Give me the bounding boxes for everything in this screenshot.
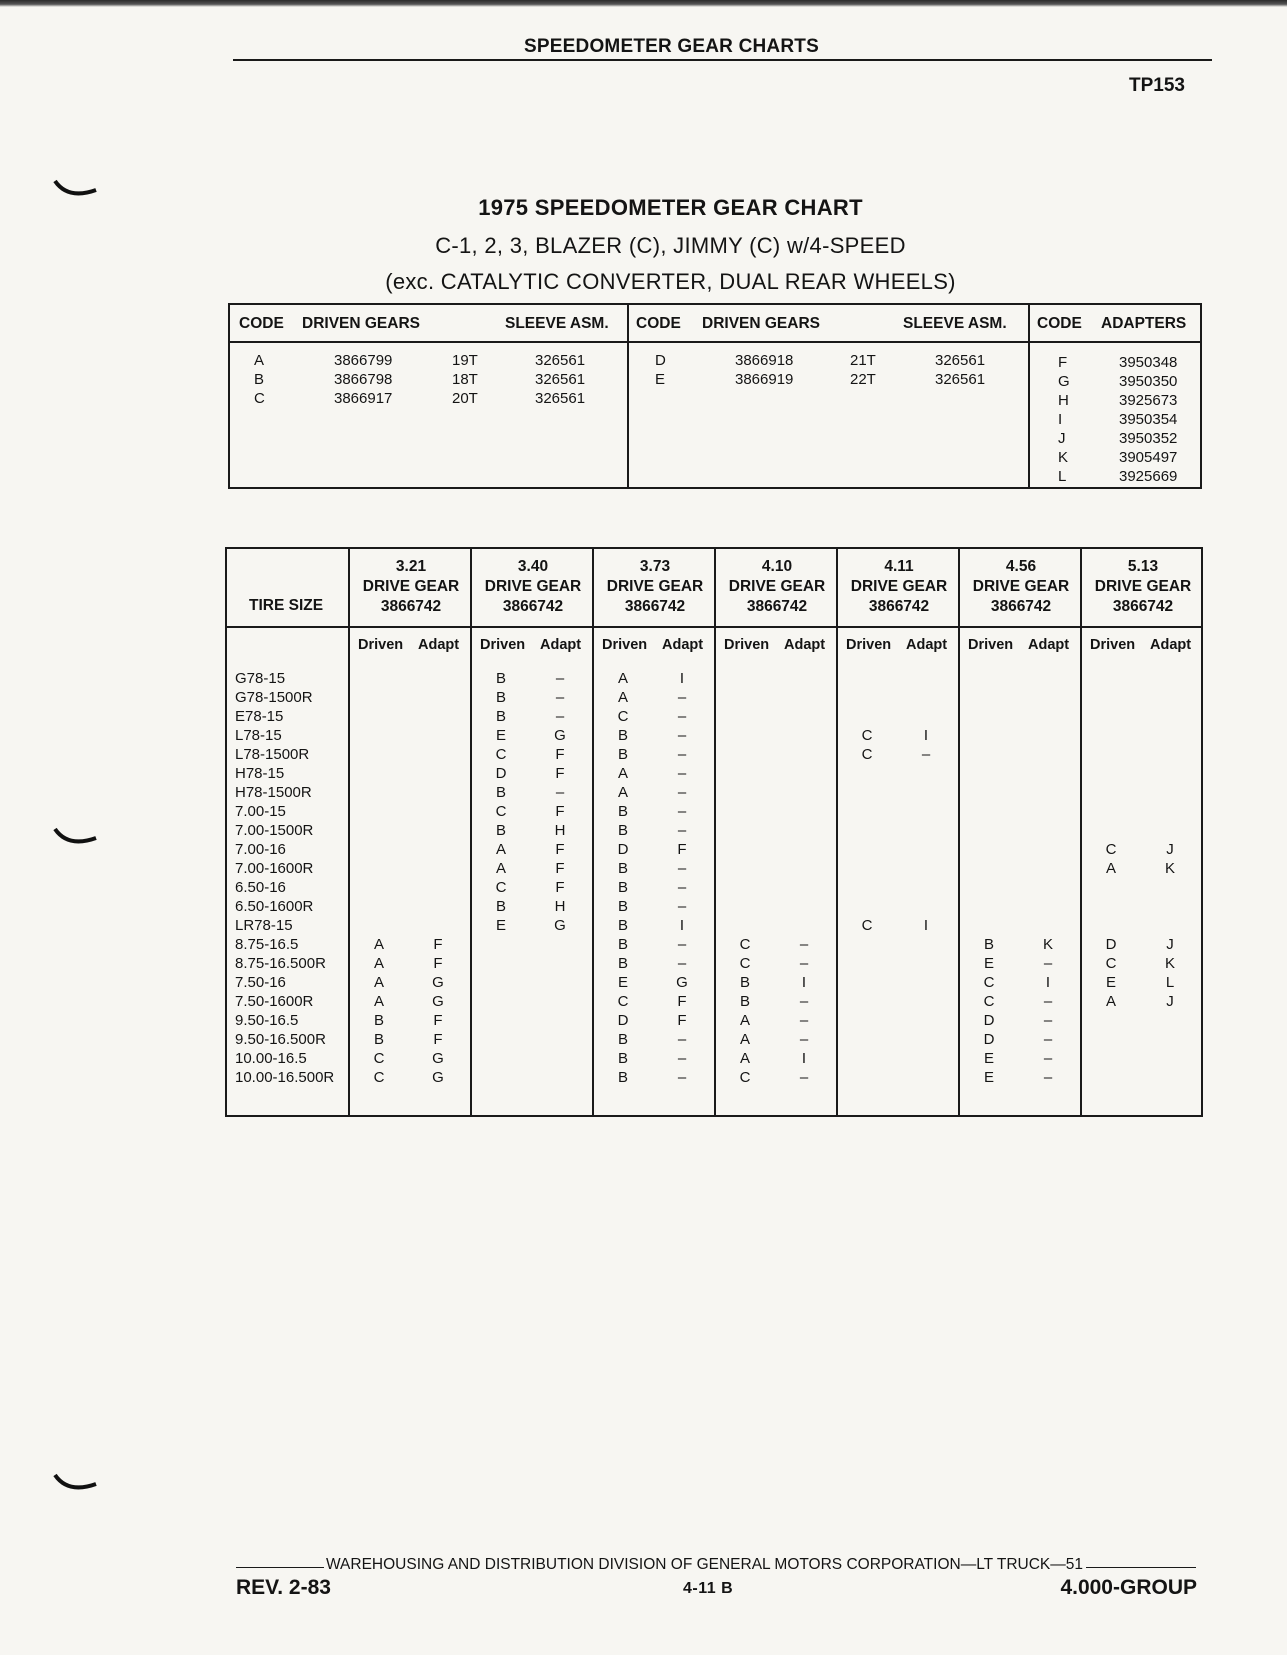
driven-gear-code-cell: B (617, 1069, 628, 1086)
drive-gear-label: DRIVE GEAR (362, 578, 460, 595)
adapter-code-cell: J (1166, 841, 1174, 858)
gear-teeth: 19T (452, 352, 478, 369)
binder-hole-mark (52, 826, 98, 848)
adapter-code-cell: F (555, 879, 565, 896)
adapter-code-cell: L (1165, 974, 1175, 991)
tire-size-label: 9.50-16.5 (235, 1012, 299, 1029)
driven-gear-code-cell: B (495, 898, 506, 915)
adapter-code-cell: K (1042, 936, 1053, 953)
driven-gear-code-cell: E (983, 1050, 994, 1067)
adapter-code-cell: – (677, 1050, 687, 1067)
drive-gear-part-number: 3866742 (380, 598, 442, 615)
adapter-code: K (1058, 449, 1069, 466)
driven-gear-code-cell: C (373, 1069, 385, 1086)
chart-title: 1975 SPEEDOMETER GEAR CHART (478, 195, 863, 220)
adapter-code-cell: – (677, 1069, 687, 1086)
ratio-column-header (1083, 557, 1203, 617)
header-driven-gears: DRIVEN GEARS (702, 315, 820, 332)
subheader-adapt: Adapt (784, 637, 826, 653)
adapter-code-cell: – (1043, 955, 1053, 972)
driven-gear-code-cell: B (617, 898, 628, 915)
drive-gear-label: DRIVE GEAR (606, 578, 704, 595)
tire-size-label: 7.00-16 (235, 841, 286, 858)
axle-ratio: 3.40 (517, 558, 549, 575)
tire-size-label: 7.00-15 (235, 803, 286, 820)
adapter-code-cell: I (801, 974, 807, 991)
adapter-code-cell: F (677, 1012, 687, 1029)
tire-size-label: E78-15 (235, 708, 284, 725)
adapter-part-number: 3950354 (1119, 411, 1178, 428)
adapter-code-cell: H (554, 822, 566, 839)
gear-table-divider (714, 549, 716, 1115)
adapter-code-cell: – (555, 670, 565, 687)
header-rule (233, 59, 1212, 61)
driven-gear-code-cell: A (617, 670, 628, 687)
tire-size-label: 8.75-16.500R (235, 955, 326, 972)
gear-part-number: 3866798 (334, 371, 393, 388)
driven-gear-code-cell: B (739, 993, 750, 1010)
adapter-code-cell: K (1164, 955, 1175, 972)
axle-ratio: 4.10 (761, 558, 793, 575)
driven-gear-code-cell: B (617, 955, 628, 972)
adapter-code-cell: – (677, 822, 687, 839)
adapter-part-number: 3950350 (1119, 373, 1178, 390)
adapter-code-cell: K (1164, 860, 1175, 877)
adapter-code-cell: – (677, 879, 687, 896)
gear-teeth: 18T (452, 371, 478, 388)
sleeve-part-number: 326561 (535, 371, 586, 388)
driven-gear-code-cell: C (495, 803, 507, 820)
adapter-code-cell: – (1043, 993, 1053, 1010)
driven-gear-code-cell: A (739, 1050, 750, 1067)
driven-gear-code-cell: A (495, 860, 506, 877)
driven-gear-code-cell: A (1105, 993, 1116, 1010)
adapter-code-cell: G (676, 974, 688, 991)
driven-gear-code-cell: B (617, 1031, 628, 1048)
tire-size-label: 7.00-1600R (235, 860, 314, 877)
adapter-code-cell: – (555, 708, 565, 725)
subheader-driven: Driven (846, 637, 892, 653)
gear-teeth: 21T (850, 352, 876, 369)
driven-gear-code-cell: C (495, 879, 507, 896)
adapter-code-cell: – (677, 727, 687, 744)
header-adapters: ADAPTERS (1101, 315, 1187, 332)
ratio-column-header (961, 557, 1081, 617)
header-tire-size: TIRE SIZE (249, 597, 324, 614)
subheader-driven: Driven (480, 637, 526, 653)
adapter-part-number: 3925673 (1119, 392, 1178, 409)
adapter-code-cell: I (679, 670, 685, 687)
adapter-code-cell: I (679, 917, 685, 934)
driven-gear-code-cell: C (861, 727, 873, 744)
adapter-code: H (1058, 392, 1069, 409)
drive-gear-part-number: 3866742 (1112, 598, 1174, 615)
gear-selection-table (225, 547, 1203, 1117)
ratio-column-header (351, 557, 471, 617)
gear-table-divider (958, 549, 960, 1115)
adapter-code: F (1058, 354, 1068, 371)
driven-gear-code-cell: E (495, 917, 506, 934)
driven-gear-code-cell: C (861, 746, 873, 763)
adapter-code-cell: – (799, 1031, 809, 1048)
subheader-driven: Driven (358, 637, 404, 653)
driven-gear-code-cell: B (495, 784, 506, 801)
driven-gear-code-cell: B (617, 879, 628, 896)
driven-gear-code-cell: C (739, 1069, 751, 1086)
adapter-code-cell: – (1043, 1031, 1053, 1048)
footer-revision: REV. 2-83 (236, 1576, 331, 1599)
driven-gear-code-cell: A (373, 974, 384, 991)
footer-group: 4.000-GROUP (1060, 1576, 1197, 1599)
subheader-driven: Driven (602, 637, 648, 653)
tire-size-label: LR78-15 (235, 917, 293, 934)
adapter-code-cell: F (677, 993, 687, 1010)
adapter-code-cell: – (1043, 1050, 1053, 1067)
tire-size-label: 7.50-1600R (235, 993, 314, 1010)
document-code: TP153 (1129, 75, 1185, 96)
driven-gear-code-cell: C (495, 746, 507, 763)
adapter-code-cell: – (555, 784, 565, 801)
adapter-code-cell: G (432, 974, 444, 991)
drive-gear-part-number: 3866742 (868, 598, 930, 615)
driven-gear-code-cell: B (495, 670, 506, 687)
adapter-code-cell: – (677, 784, 687, 801)
sleeve-part-number: 326561 (535, 352, 586, 369)
gear-code: D (655, 352, 666, 369)
adapter-code-cell: – (677, 1031, 687, 1048)
driven-gear-code-cell: B (617, 746, 628, 763)
driven-gear-code-cell: D (617, 841, 629, 858)
driven-gear-code-cell: C (617, 708, 629, 725)
ratio-column-header (839, 557, 959, 617)
adapter-code-cell: – (799, 1012, 809, 1029)
adapter-code-cell: H (554, 898, 566, 915)
tire-size-label: G78-1500R (235, 689, 313, 706)
gear-code: B (254, 371, 265, 388)
adapter-code-cell: – (677, 803, 687, 820)
adapter-code-cell: F (555, 841, 565, 858)
adapter-code-cell: F (555, 803, 565, 820)
tire-size-label: H78-1500R (235, 784, 312, 801)
driven-gear-code-cell: B (617, 803, 628, 820)
header-code: CODE (1037, 315, 1082, 332)
driven-gear-code-cell: B (373, 1031, 384, 1048)
gear-table-divider (592, 549, 594, 1115)
binder-hole-mark (52, 1472, 98, 1494)
sleeve-part-number: 326561 (535, 390, 586, 407)
adapter-code-cell: I (801, 1050, 807, 1067)
adapter-code-cell: F (555, 765, 565, 782)
adapter-code-cell: – (677, 765, 687, 782)
subheader-adapt: Adapt (662, 637, 704, 653)
adapter-code: J (1058, 430, 1066, 447)
driven-gear-code-cell: B (617, 1050, 628, 1067)
axle-ratio: 4.11 (884, 558, 914, 575)
adapter-code-cell: – (677, 708, 687, 725)
driven-gear-code-cell: D (495, 765, 507, 782)
drive-gear-part-number: 3866742 (990, 598, 1052, 615)
adapter-code-cell: F (677, 841, 687, 858)
adapter-code-cell: J (1166, 936, 1174, 953)
gear-code: C (254, 390, 265, 407)
chart-subtitle: C-1, 2, 3, BLAZER (C), JIMMY (C) w/4-SPEED (435, 233, 906, 258)
driven-gear-code-cell: C (983, 993, 995, 1010)
driven-gear-code-cell: B (617, 727, 628, 744)
adapter-code-cell: I (923, 917, 929, 934)
adapter-code-cell: G (432, 1050, 444, 1067)
gear-part-number: 3866918 (735, 352, 794, 369)
driven-gear-code-cell: B (983, 936, 994, 953)
subheader-adapt: Adapt (1150, 637, 1192, 653)
adapter-code: I (1058, 411, 1063, 428)
driven-gear-code-cell: A (373, 955, 384, 972)
tire-size-label: 6.50-16 (235, 879, 286, 896)
tire-size-label: 7.50-16 (235, 974, 286, 991)
header-sleeve-asm: SLEEVE ASM. (903, 315, 1007, 332)
adapter-part-number: 3905497 (1119, 449, 1178, 466)
drive-gear-part-number: 3866742 (624, 598, 686, 615)
parts-table-divider (627, 305, 629, 487)
footer-rule (236, 1567, 324, 1568)
adapter-code-cell: – (677, 955, 687, 972)
driven-gear-code-cell: E (983, 1069, 994, 1086)
drive-gear-part-number: 3866742 (502, 598, 564, 615)
adapter-part-number: 3950348 (1119, 354, 1178, 371)
parts-table (228, 303, 1202, 489)
parts-table-header-rule (230, 341, 1200, 343)
axle-ratio: 3.73 (639, 558, 671, 575)
adapter-code-cell: F (555, 860, 565, 877)
tire-size-label: G78-15 (235, 670, 286, 687)
adapter-code-cell: F (555, 746, 565, 763)
tire-size-label: H78-15 (235, 765, 285, 782)
footer-rule (1086, 1567, 1196, 1568)
axle-ratio: 3.21 (395, 558, 427, 575)
driven-gear-code-cell: C (861, 917, 873, 934)
gear-part-number: 3866919 (735, 371, 794, 388)
header-code: CODE (636, 315, 681, 332)
driven-gear-code-cell: A (617, 784, 628, 801)
drive-gear-label: DRIVE GEAR (850, 578, 948, 595)
adapter-code: L (1058, 468, 1067, 485)
adapter-part-number: 3925669 (1119, 468, 1178, 485)
adapter-code-cell: G (432, 993, 444, 1010)
subheader-adapt: Adapt (1028, 637, 1070, 653)
driven-gear-code-cell: E (1105, 974, 1116, 991)
parts-table-divider (1028, 305, 1030, 487)
driven-gear-code-cell: E (617, 974, 628, 991)
tire-size-label: 10.00-16.5 (235, 1050, 307, 1067)
axle-ratio: 5.13 (1127, 558, 1159, 575)
adapter-code-cell: – (799, 955, 809, 972)
sleeve-part-number: 326561 (935, 371, 986, 388)
chart-exclusion-note: (exc. CATALYTIC CONVERTER, DUAL REAR WHEELS) (385, 269, 956, 294)
tire-size-label: L78-15 (235, 727, 282, 744)
adapter-code-cell: – (677, 936, 687, 953)
driven-gear-code-cell: A (495, 841, 506, 858)
adapter-code-cell: – (677, 746, 687, 763)
adapter-code-cell: F (433, 1031, 443, 1048)
adapter-code-cell: – (1043, 1012, 1053, 1029)
driven-gear-code-cell: A (373, 936, 384, 953)
footer-page-number: 4-11 B (683, 1580, 734, 1597)
gear-table-divider (836, 549, 838, 1115)
drive-gear-label: DRIVE GEAR (484, 578, 582, 595)
driven-gear-code-cell: A (617, 765, 628, 782)
driven-gear-code-cell: C (373, 1050, 385, 1067)
driven-gear-code-cell: B (617, 936, 628, 953)
adapter-code-cell: F (433, 955, 443, 972)
adapter-code-cell: – (555, 689, 565, 706)
subheader-driven: Driven (1090, 637, 1136, 653)
adapter-code-cell: – (1043, 1069, 1053, 1086)
ratio-column-header (473, 557, 593, 617)
tire-size-label: 7.00-1500R (235, 822, 314, 839)
subheader-driven: Driven (724, 637, 770, 653)
driven-gear-code-cell: B (617, 822, 628, 839)
driven-gear-code-cell: A (739, 1012, 750, 1029)
tire-size-label: 8.75-16.5 (235, 936, 299, 953)
driven-gear-code-cell: C (1105, 955, 1117, 972)
driven-gear-code-cell: D (983, 1031, 995, 1048)
driven-gear-code-cell: B (373, 1012, 384, 1029)
gear-table-divider (348, 549, 350, 1115)
header-driven-gears: DRIVEN GEARS (302, 315, 420, 332)
subheader-adapt: Adapt (906, 637, 948, 653)
adapter-code-cell: G (554, 727, 566, 744)
driven-gear-code-cell: A (1105, 860, 1116, 877)
driven-gear-code-cell: B (617, 860, 628, 877)
axle-ratio: 4.56 (1005, 558, 1037, 575)
header-sleeve-asm: SLEEVE ASM. (505, 315, 609, 332)
gear-code: A (254, 352, 265, 369)
tire-size-label: L78-1500R (235, 746, 310, 763)
driven-gear-code-cell: C (739, 955, 751, 972)
tire-size-label: 9.50-16.500R (235, 1031, 326, 1048)
adapter-code-cell: – (677, 860, 687, 877)
tire-size-label: 6.50-1600R (235, 898, 314, 915)
sleeve-part-number: 326561 (935, 352, 986, 369)
gear-teeth: 22T (850, 371, 876, 388)
ratio-column-header (595, 557, 715, 617)
adapter-code-cell: F (433, 1012, 443, 1029)
adapter-code-cell: J (1166, 993, 1174, 1010)
driven-gear-code-cell: E (983, 955, 994, 972)
gear-code: E (655, 371, 666, 388)
driven-gear-code-cell: D (1105, 936, 1117, 953)
tire-size-label: 10.00-16.500R (235, 1069, 335, 1086)
gear-part-number: 3866799 (334, 352, 393, 369)
drive-gear-label: DRIVE GEAR (1094, 578, 1192, 595)
gear-teeth: 20T (452, 390, 478, 407)
driven-gear-code-cell: B (495, 822, 506, 839)
gear-part-number: 3866917 (334, 390, 393, 407)
driven-gear-code-cell: C (983, 974, 995, 991)
driven-gear-code-cell: B (617, 917, 628, 934)
adapter-code-cell: – (799, 993, 809, 1010)
adapter-code-cell: – (677, 898, 687, 915)
driven-gear-code-cell: B (739, 974, 750, 991)
driven-gear-code-cell: B (495, 689, 506, 706)
driven-gear-code-cell: A (617, 689, 628, 706)
driven-gear-code-cell: C (739, 936, 751, 953)
driven-gear-code-cell: B (495, 708, 506, 725)
footer-division-line: WAREHOUSING AND DISTRIBUTION DIVISION OF GENERAL MOTORS CORPORATION—LT TRUCK—51 (326, 1556, 1084, 1573)
driven-gear-code-cell: E (495, 727, 506, 744)
subheader-adapt: Adapt (418, 637, 460, 653)
ratio-column-header (717, 557, 837, 617)
page-top-edge (0, 0, 1287, 7)
page-header-title: SPEEDOMETER GEAR CHARTS (524, 36, 819, 57)
adapter-code-cell: I (923, 727, 929, 744)
adapter-code-cell: – (799, 1069, 809, 1086)
adapter-code-cell: I (1045, 974, 1051, 991)
driven-gear-code-cell: C (617, 993, 629, 1010)
subheader-driven: Driven (968, 637, 1014, 653)
drive-gear-label: DRIVE GEAR (972, 578, 1070, 595)
adapter-code-cell: G (432, 1069, 444, 1086)
subheader-adapt: Adapt (540, 637, 582, 653)
driven-gear-code-cell: A (739, 1031, 750, 1048)
gear-table-divider (1080, 549, 1082, 1115)
drive-gear-part-number: 3866742 (746, 598, 808, 615)
driven-gear-code-cell: D (617, 1012, 629, 1029)
driven-gear-code-cell: C (1105, 841, 1117, 858)
adapter-code-cell: F (433, 936, 443, 953)
adapter-code-cell: G (554, 917, 566, 934)
adapter-code-cell: – (677, 689, 687, 706)
gear-table-divider (470, 549, 472, 1115)
adapter-code-cell: – (921, 746, 931, 763)
adapter-part-number: 3950352 (1119, 430, 1178, 447)
driven-gear-code-cell: D (983, 1012, 995, 1029)
adapter-code: G (1058, 373, 1070, 390)
driven-gear-code-cell: A (373, 993, 384, 1010)
adapter-code-cell: – (799, 936, 809, 953)
header-code: CODE (239, 315, 284, 332)
drive-gear-label: DRIVE GEAR (728, 578, 826, 595)
